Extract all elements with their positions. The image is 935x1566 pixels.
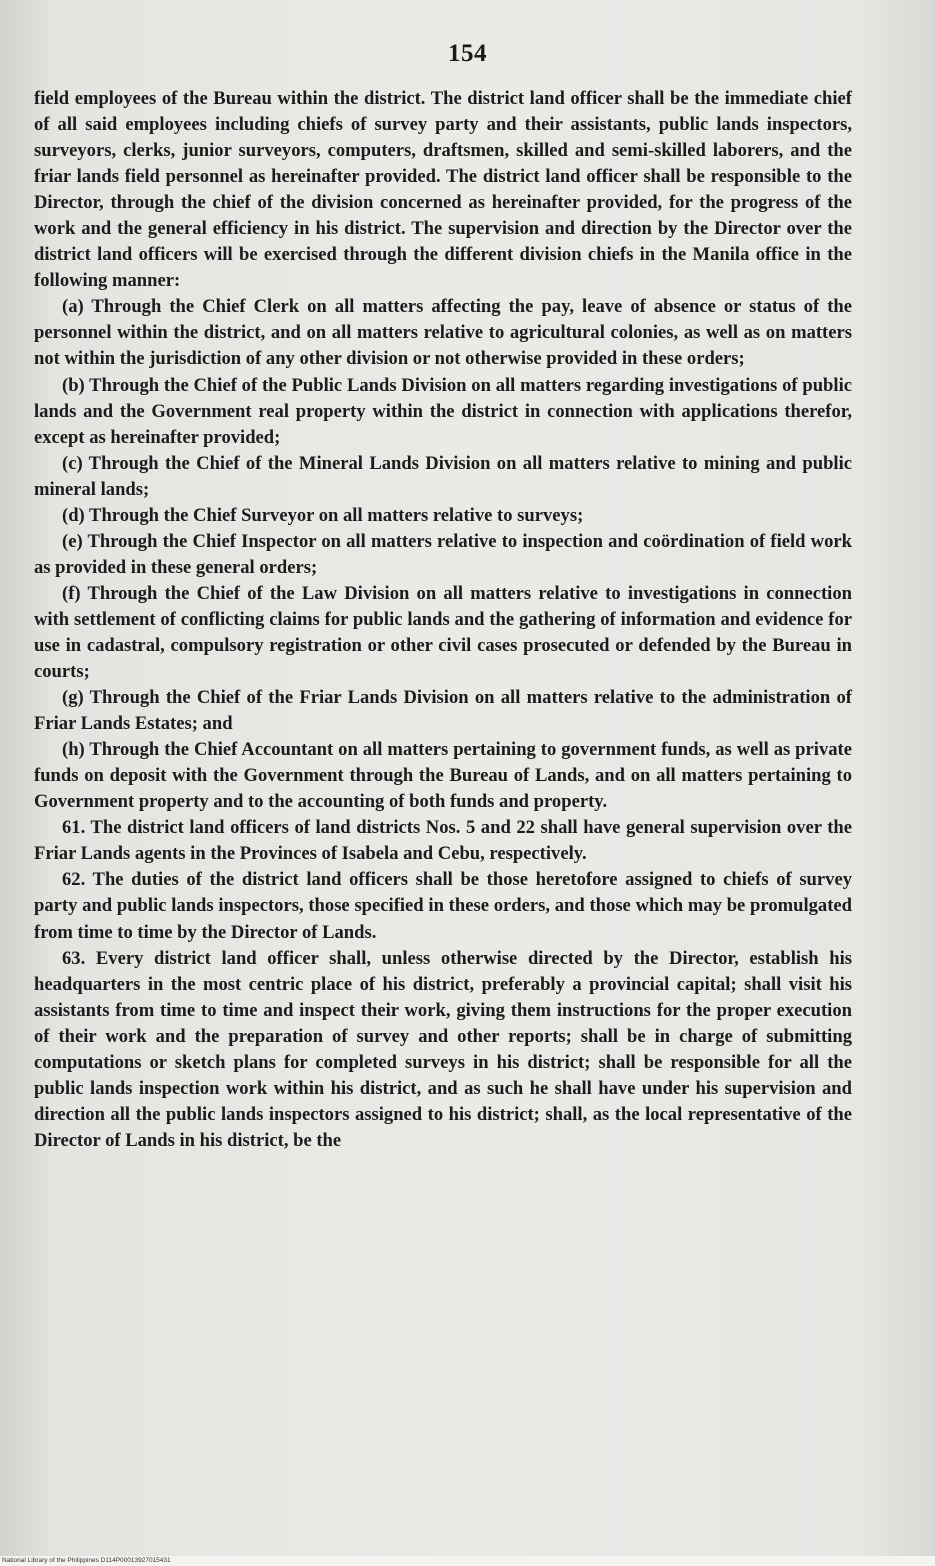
- paragraph-section-63: 63. Every district land officer shall, unless otherwise directed by the Director, establish his headquarters in the most centric place of his district, preferably a provincial capital; shall visit his assistants from time to time and inspect their work, giving them instructions for the proper execution of their work and the preparation of survey and other reports; shall be in charge of submitting computations or sketch plans for completed surveys in his district; shall be responsible for all the public lands inspection work within his district, and as such he shall have under his supervision and direction all the public lands inspectors assigned to his district; shall, as the local representative of the Director of Lands in his district, be the: [34, 947, 852, 1151]
- page-number: 154: [448, 40, 487, 67]
- footer-credit: National Library of the Philippines D114P00013927015431: [2, 1557, 171, 1564]
- paragraph-item-f: (f) Through the Chief of the Law Division on all matters relative to investigations in connection with settlement of conflicting claims for public lands and the gathering of information and evidence for use in cadastral, compulsory registration or other civil cases prosecuted or defended by the Bureau in courts;: [34, 582, 852, 683]
- paragraph-section-62: 62. The duties of the district land officers shall be those heretofore assigned to chiefs of survey party and public lands inspectors, those specified in these orders, and those which may be promulgated from time to time by the Director of Lands.: [34, 869, 852, 943]
- paragraph-intro: field employees of the Bureau within the district. The district land officer shall be the immediate chief of all said employees including chiefs of survey party and their assistants, public lands inspectors, surveyors, clerks, junior surveyors, computers, draftsmen, skilled and semi-skilled laborers, and the friar lands field personnel as hereinafter provided. The district land officer shall be responsible to the Director, through the chief of the division concerned as hereinafter provided, for the progress of the work and the general efficiency in his district. The supervision and direction by the Director over the district land officers will be exercised through the different division chiefs in the Manila office in the following manner:: [34, 88, 852, 292]
- paragraph-item-g: (g) Through the Chief of the Friar Lands Division on all matters relative to the administration of Friar Lands Estates; and: [34, 687, 852, 735]
- paragraph-section-61: 61. The district land officers of land districts Nos. 5 and 22 shall have general supervision over the Friar Lands agents in the Provinces of Isabela and Cebu, respectively.: [34, 817, 852, 865]
- paragraph-item-a: (a) Through the Chief Clerk on all matters affecting the pay, leave of absence or status of the personnel within the district, and on all matters relative to agricultural colonies, as well as on matters not within the jurisdiction of any other division or not otherwise provided in these orders;: [34, 296, 852, 370]
- paragraph-item-h: (h) Through the Chief Accountant on all matters pertaining to government funds, as well as private funds on deposit with the Government through the Bureau of Lands, and on all matters pertaining to Government property and to the accounting of both funds and property.: [34, 739, 852, 813]
- paragraph-item-d: (d) Through the Chief Surveyor on all matters relative to surveys;: [62, 504, 584, 526]
- paragraph-item-c: (c) Through the Chief of the Mineral Lands Division on all matters relative to mining and public mineral lands;: [34, 452, 852, 500]
- paragraph-item-b: (b) Through the Chief of the Public Lands Division on all matters regarding investigations of public lands and the Government real property within the district in connection with applications therefor, except as hereinafter provided;: [34, 374, 852, 448]
- body-text: [34, 86, 852, 1154]
- paragraph-item-e: (e) Through the Chief Inspector on all matters relative to inspection and coördination of field work as provided in these general orders;: [34, 530, 852, 578]
